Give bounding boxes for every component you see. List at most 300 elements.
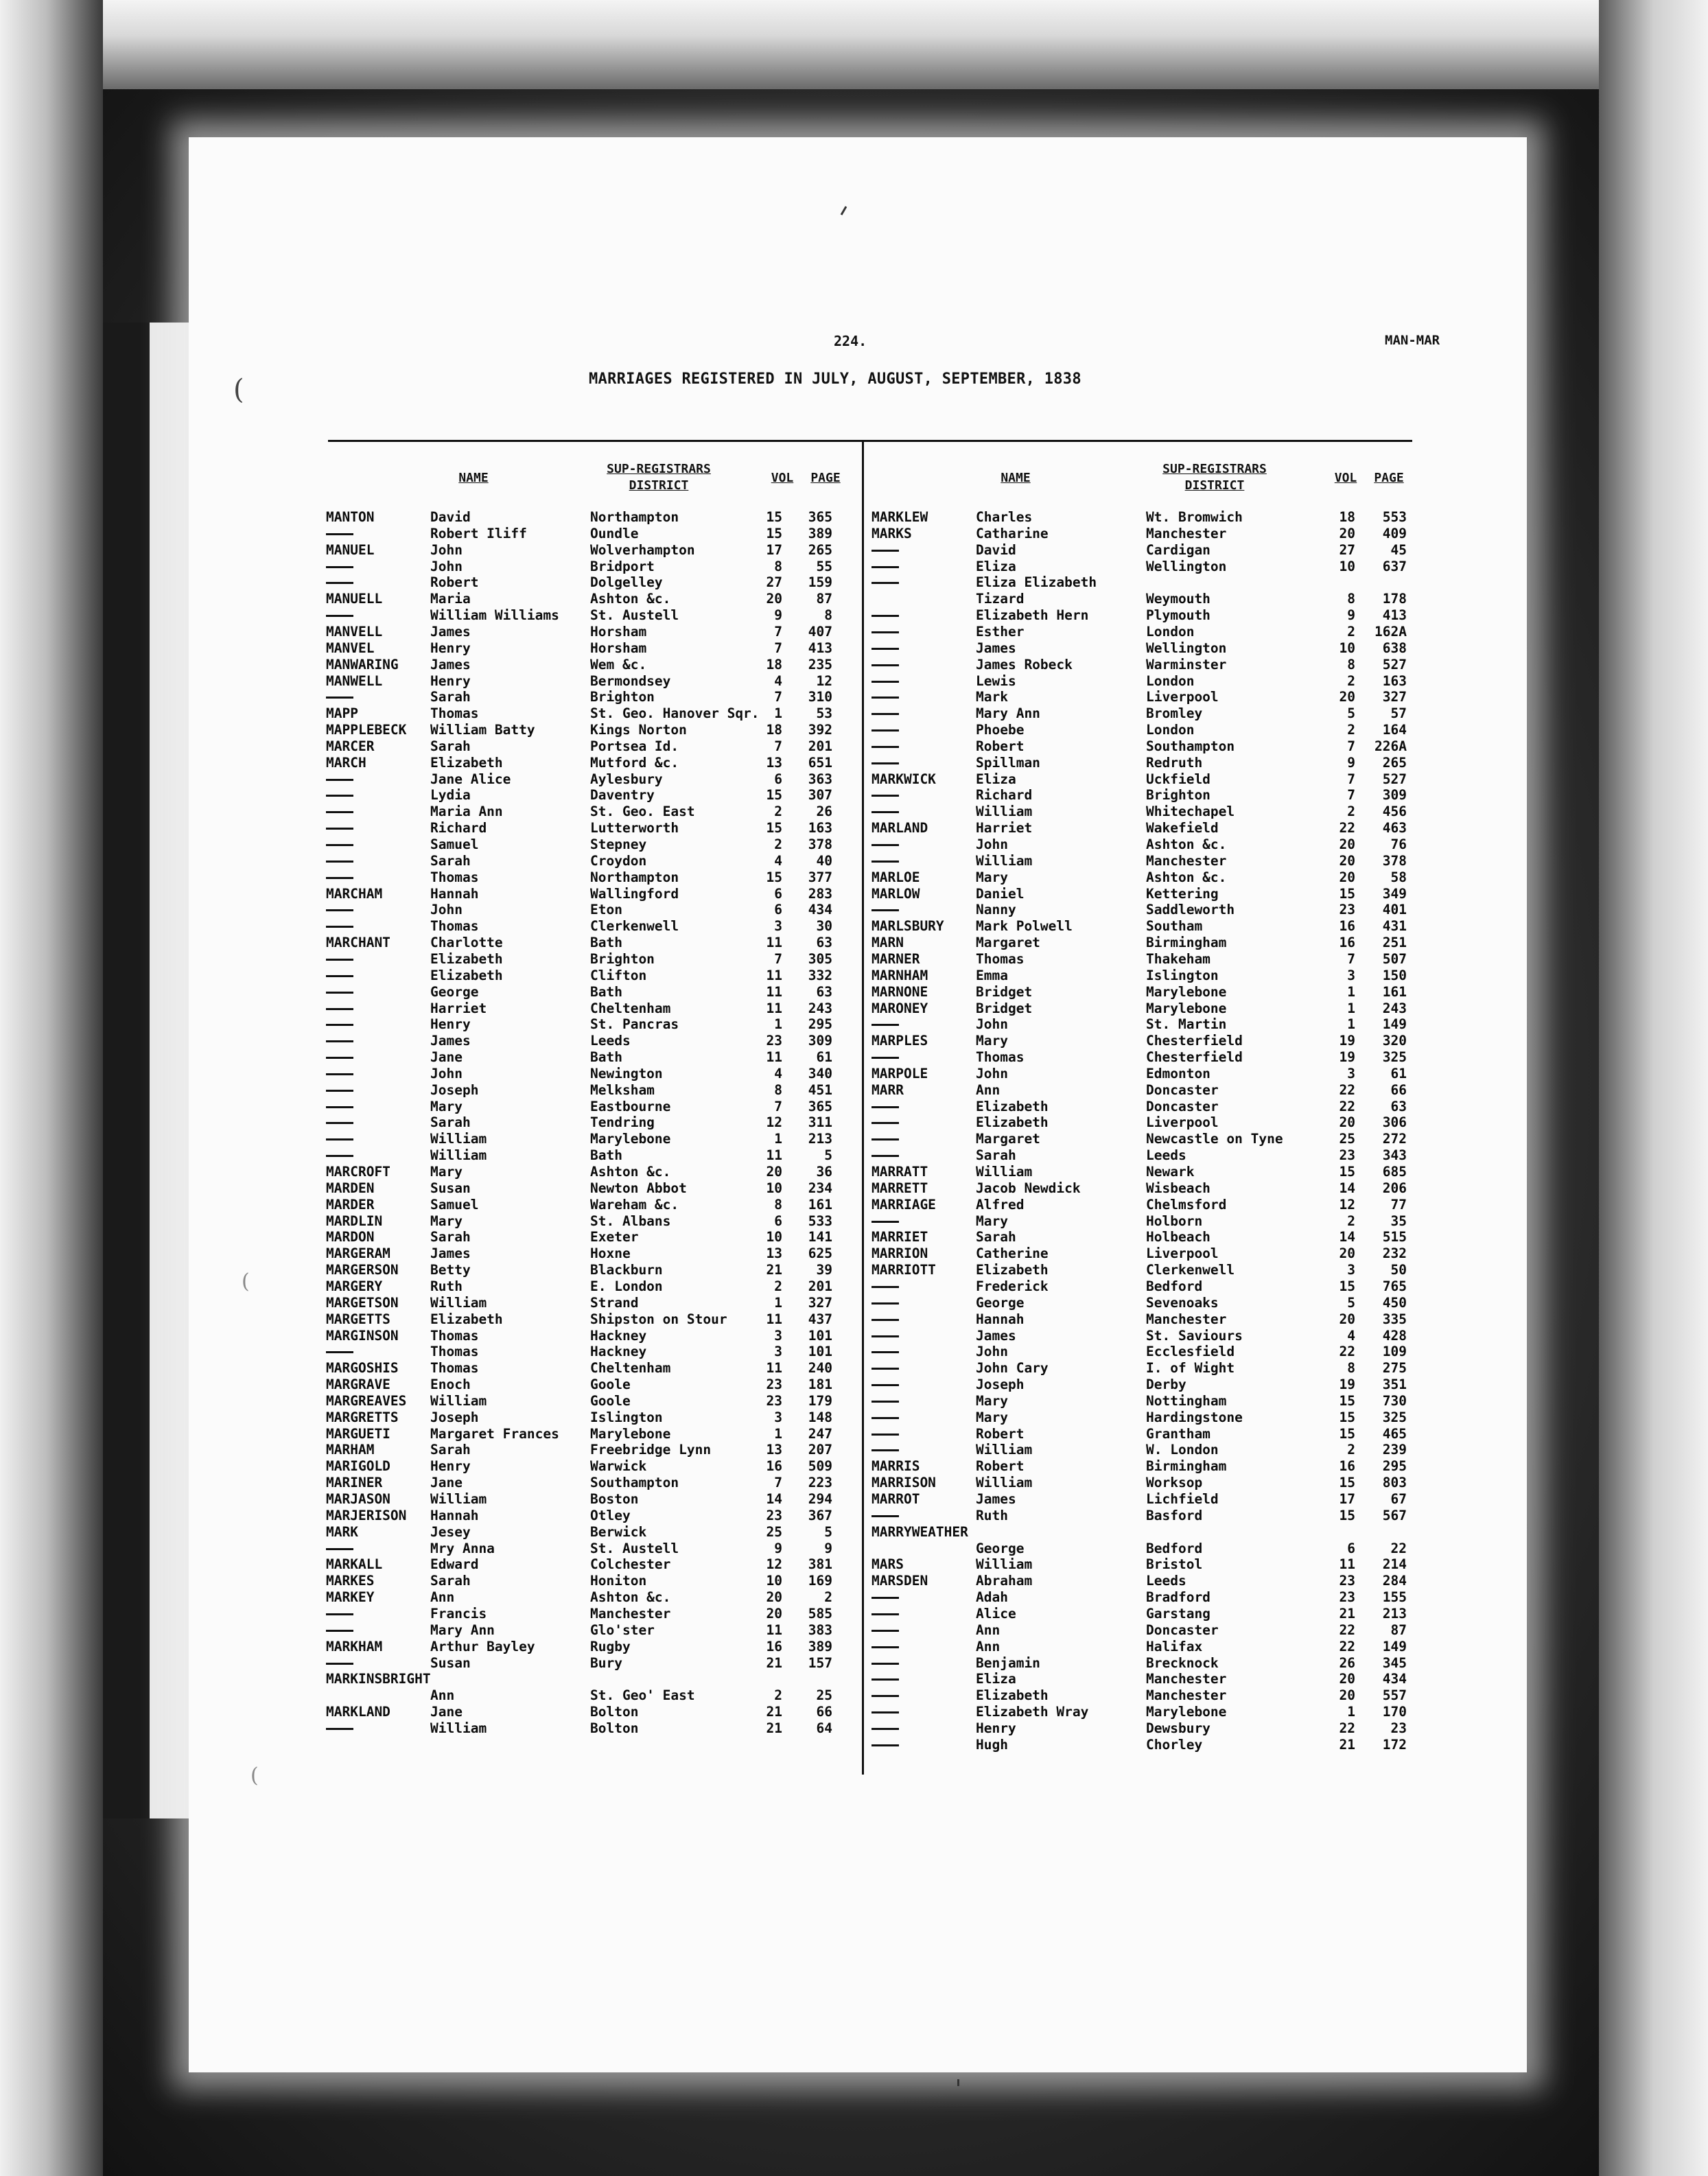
district-cell: Liverpool [1146,689,1219,705]
page-ref-cell: 637 [1382,558,1407,574]
page-ref-cell: 294 [808,1491,832,1507]
page-ref-cell: 150 [1382,967,1407,983]
district-cell: St. Austell [590,607,679,624]
page-ref-cell: 345 [1382,1654,1407,1671]
forename-cell: James [976,1491,1016,1507]
volume-cell: 20 [1339,852,1355,869]
surname-cell [871,1328,899,1344]
district-cell: Rugby [590,1638,631,1654]
surname-cell [871,689,899,705]
page-ref-cell: 25 [816,1687,832,1704]
volume-cell: 25 [766,1523,782,1540]
surname-cell: MARCER [326,738,375,754]
page-ref-cell: 305 [808,950,832,967]
forename-cell: Sarah [430,1442,471,1458]
forename-cell: William [430,1491,487,1507]
volume-cell: 6 [774,885,782,902]
page-ref-cell: 527 [1382,656,1407,672]
page-ref-cell: 343 [1382,1147,1407,1164]
ditto-dash [871,795,899,797]
ditto-dash [326,1613,353,1615]
surname-cell: MARN [871,935,904,951]
ditto-dash [871,1695,899,1697]
forename-cell: George [430,983,479,1000]
surname-cell [871,640,899,656]
forename-cell: Thomas [430,1344,479,1360]
forename-cell: Henry [430,672,471,689]
ditto-dash [871,729,899,732]
surname-cell: MANWARING [326,656,399,672]
surname-cell: MARGRETTS [326,1409,399,1425]
district-cell: Redruth [1146,754,1203,771]
page-ref-cell: 409 [1382,525,1407,541]
page-ref-cell: 284 [1382,1573,1407,1589]
page-column-header: PAGE [810,471,841,485]
volume-cell: 21 [766,1262,782,1278]
forename-cell: Hannah [430,1507,479,1523]
volume-cell: 15 [1339,1507,1355,1523]
page-ref-cell: 247 [808,1425,832,1442]
page-ref-cell: 553 [1382,509,1407,525]
surname-cell: MARGOSHIS [326,1360,399,1377]
scan-edge-top [0,0,1708,89]
district-cell: Portsea Id. [590,738,679,754]
district-cell: Leeds [590,1033,631,1049]
surname-cell: MARJERISON [326,1507,407,1523]
forename-cell: Ann [430,1687,455,1704]
volume-cell: 15 [766,820,782,837]
forename-cell: Ann [976,1081,1001,1098]
page-ref-cell: 214 [1382,1556,1407,1573]
page-ref-cell: 381 [808,1556,832,1573]
forename-cell: Elizabeth [976,1262,1049,1278]
page-ref-cell: 53 [816,705,832,722]
forename-cell: Harriet [430,1000,487,1016]
volume-cell: 8 [1347,1360,1355,1377]
ditto-dash [871,1335,899,1337]
district-cell: Goole [590,1392,631,1409]
surname-cell [326,1541,353,1556]
forename-cell: William [976,852,1033,869]
ditto-dash [871,1744,899,1746]
volume-cell: 10 [1339,558,1355,574]
page-ref-cell: 327 [1382,689,1407,705]
volume-cell: 15 [1339,1475,1355,1491]
surname-cell: MANVELL [326,623,383,640]
page-ref-cell: 401 [1382,902,1407,918]
page-ref-cell: 163 [808,820,832,837]
volume-cell: 20 [1339,525,1355,541]
district-cell: Northampton [590,509,679,525]
surname-cell: MARK [326,1523,358,1540]
district-cell: Ashton &c. [590,1589,671,1606]
forename-cell: Thomas [976,950,1025,967]
district-cell: Glo'ster [590,1622,655,1638]
page-ref-cell: 26 [816,804,832,820]
forename-cell: Joseph [430,1409,479,1425]
district-cell: Blackburn [590,1262,663,1278]
volume-cell: 18 [1339,509,1355,525]
volume-cell: 6 [774,902,782,918]
volume-cell: 18 [766,656,782,672]
ditto-dash [871,1384,899,1386]
surname-cell: MARKLAND [326,1704,390,1720]
page-ref-cell: 181 [808,1377,832,1393]
forename-cell: Susan [430,1654,471,1671]
district-cell: Bath [590,983,622,1000]
surname-cell [871,853,899,869]
forename-cell: Elizabeth [430,1311,503,1327]
forename-cell: Catharine [976,525,1049,541]
surname-cell: MARGRAVE [326,1377,390,1393]
forename-cell: Spillman [976,754,1040,771]
surname-cell: MARKS [871,525,912,541]
volume-cell: 1 [774,705,782,722]
ditto-dash [326,1040,353,1042]
page-ref-cell: 392 [808,722,832,738]
district-cell: London [1146,722,1195,738]
district-cell: Bury [590,1654,622,1671]
volume-cell: 7 [774,689,782,705]
volume-cell: 20 [766,1589,782,1606]
page-ref-cell: 407 [808,623,832,640]
volume-cell: 2 [1347,672,1355,689]
ditto-dash [326,1548,353,1550]
ditto-dash [326,1008,353,1010]
volume-cell: 1 [774,1131,782,1147]
district-cell: Edmonton [1146,1065,1210,1081]
forename-cell: Ann [976,1622,1001,1638]
surname-cell [871,1622,899,1638]
district-cell: Kings Norton [590,722,687,738]
surname-cell [871,902,899,917]
volume-cell: 10 [766,1573,782,1589]
ditto-dash [326,566,353,568]
page-ref-cell: 351 [1382,1377,1407,1393]
page-ref-cell: 437 [808,1311,832,1327]
forename-cell: David [430,509,471,525]
volume-cell: 11 [766,935,782,951]
stray-mark [957,2079,959,2086]
surname-cell [871,624,899,640]
district-cell: Bath [590,935,622,951]
ditto-dash [871,746,899,748]
page-ref-cell: 5 [824,1523,832,1540]
ditto-dash [871,1302,899,1305]
page-ref-cell: 223 [808,1475,832,1491]
district-cell: Hoxne [590,1245,631,1262]
district-cell: Bradford [1146,1589,1210,1606]
volume-cell: 21 [766,1704,782,1720]
forename-cell: Arthur Bayley [430,1638,535,1654]
surname-cell: MARNONE [871,983,928,1000]
district-cell: Marylebone [1146,983,1227,1000]
forename-cell: Mary [976,1392,1008,1409]
page-ref-cell: 240 [808,1360,832,1377]
page-ref-cell: 450 [1382,1294,1407,1311]
punch-hole-mark: ( [250,1764,259,1788]
volume-cell: 15 [766,525,782,541]
ditto-dash [326,959,353,961]
page-ref-cell: 275 [1382,1360,1407,1377]
forename-cell: Elizabeth Wray [976,1704,1089,1720]
page-ref-cell: 159 [808,574,832,591]
page-ref-cell: 8 [824,607,832,624]
ditto-dash [871,1286,899,1288]
surname-cell: MARDON [326,1229,375,1245]
ditto-dash [326,861,353,863]
ditto-dash [326,1057,353,1059]
forename-cell: Abraham [976,1573,1033,1589]
district-cell: Bridport [590,558,655,574]
ditto-dash [871,1711,899,1713]
district-cell: Manchester [1146,1311,1227,1327]
forename-cell: Joseph [430,1081,479,1098]
page-ref-cell: 9 [824,1540,832,1556]
forename-cell: William Williams [430,607,559,624]
surname-cell [326,526,353,541]
page-ref-cell: 367 [808,1507,832,1523]
ditto-dash [871,1368,899,1370]
volume-cell: 21 [1339,1605,1355,1622]
page-ref-cell: 66 [816,1704,832,1720]
forename-cell: Samuel [430,837,479,852]
page-ref-cell: 109 [1382,1344,1407,1360]
page-ref-cell: 428 [1382,1327,1407,1344]
surname-cell [871,1393,899,1409]
volume-cell: 20 [1339,1311,1355,1327]
surname-cell: MARKES [326,1573,375,1589]
ditto-dash [326,926,353,928]
forename-cell: John [976,1016,1008,1033]
name-column-header: NAME [1001,471,1031,485]
forename-cell: Elizabeth [430,967,503,983]
page-ref-cell: 170 [1382,1704,1407,1720]
ditto-dash [871,582,899,584]
forename-cell: Alice [976,1605,1016,1622]
forename-cell: James [430,1245,471,1262]
ditto-dash [326,877,353,879]
forename-cell: Charlotte [430,935,503,951]
volume-cell: 26 [1339,1654,1355,1671]
page-ref-cell: 66 [1390,1081,1407,1098]
page-ref-cell: 149 [1382,1638,1407,1654]
district-cell: Brighton [590,950,655,967]
forename-cell: George [976,1540,1025,1556]
volume-cell: 14 [1339,1180,1355,1196]
surname-cell: MARJASON [326,1491,390,1507]
surname-cell [871,1213,899,1229]
district-cell: Worksop [1146,1475,1203,1491]
forename-cell: David [976,541,1016,558]
page-ref-cell: 295 [808,1016,832,1033]
district-cell: Oundle [590,525,639,541]
volume-cell: 23 [766,1033,782,1049]
surname-cell: MARSDEN [871,1573,928,1589]
page-ref-cell: 36 [816,1164,832,1180]
forename-cell: Harriet [976,820,1033,837]
page-ref-cell: 67 [1390,1491,1407,1507]
district-cell: Ashton &c. [1146,869,1227,885]
forename-cell: Eliza [976,1671,1016,1687]
surname-cell: MANWELL [326,672,383,689]
surname-cell [871,1737,899,1753]
forename-cell: Esther [976,623,1025,640]
page-ref-cell: 232 [1382,1245,1407,1262]
district-cell: Marylebone [1146,1000,1227,1016]
volume-cell: 22 [1339,1638,1355,1654]
page-ref-cell: 378 [1382,852,1407,869]
ditto-dash [871,909,899,911]
forename-cell: John [430,541,463,558]
page-ref-cell: 557 [1382,1687,1407,1704]
forename-cell: Susan [430,1180,471,1196]
forename-cell: Tizard [976,591,1025,607]
district-cell: Clifton [590,967,647,983]
ditto-dash [871,1138,899,1140]
page-ref-cell: 239 [1382,1442,1407,1458]
volume-cell: 23 [766,1507,782,1523]
district-cell: Strand [590,1294,639,1311]
forename-cell: William [976,1556,1033,1573]
page-ref-cell: 179 [808,1392,832,1409]
volume-cell: 22 [1339,1344,1355,1360]
page-ref-cell: 243 [808,1000,832,1016]
district-cell: Manchester [1146,1687,1227,1704]
surname-cell: MARGINSON [326,1327,399,1344]
forename-cell: James [430,623,471,640]
district-cell: Doncaster [1146,1622,1219,1638]
forename-cell: Hannah [976,1311,1025,1327]
page-ref-cell: 22 [1390,1540,1407,1556]
district-cell: Cheltenham [590,1360,671,1377]
surname-cell [871,1147,899,1163]
forename-cell: Mary [976,1033,1008,1049]
volume-cell: 17 [766,541,782,558]
ditto-dash [871,1597,899,1599]
page-ref-cell: 283 [808,885,832,902]
forename-cell: Maria [430,591,471,607]
surname-cell: MARKLEW [871,509,928,525]
district-cell: Aylesbury [590,771,663,787]
surname-cell [871,738,899,754]
ditto-dash [326,1138,353,1140]
ditto-dash [871,1221,899,1223]
district-cell: Bristol [1146,1556,1203,1573]
surname-cell: MAPPLEBECK [326,722,407,738]
page-ref-cell: 155 [1382,1589,1407,1606]
ditto-dash [326,795,353,797]
district-cell: Wisbeach [1146,1180,1210,1196]
volume-cell: 15 [1339,1278,1355,1294]
page-ref-cell: 365 [808,1098,832,1114]
volume-cell: 20 [1339,1245,1355,1262]
page-ref-cell: 332 [808,967,832,983]
district-cell: Leeds [1146,1573,1186,1589]
surname-cell [871,1114,899,1130]
volume-cell: 21 [766,1720,782,1736]
volume-cell: 2 [774,837,782,852]
district-cell: Doncaster [1146,1098,1219,1114]
forename-cell: Adah [976,1589,1008,1606]
surname-cell: MARLAND [871,820,928,837]
forename-cell: Edward [430,1556,479,1573]
district-cell: Liverpool [1146,1114,1219,1131]
district-cell: Bedford [1146,1278,1203,1294]
page-ref-cell: 61 [816,1049,832,1066]
district-cell: W. London [1146,1442,1219,1458]
page-ref-cell: 164 [1382,722,1407,738]
volume-cell: 21 [766,1654,782,1671]
surname-cell [871,722,899,738]
forename-cell: Eliza Elizabeth [976,574,1097,591]
page-ref-cell: 434 [808,902,832,918]
forename-cell: Sarah [976,1147,1016,1164]
district-cell: Warwick [590,1458,647,1475]
volume-cell: 20 [766,591,782,607]
surname-cell: MARRIS [871,1458,920,1475]
page-ref-cell: 527 [1382,771,1407,787]
ditto-dash [326,1351,353,1353]
forename-cell: Elizabeth [976,1114,1049,1131]
volume-cell: 8 [1347,656,1355,672]
district-cell: St. Albans [590,1213,671,1229]
forename-cell: James [976,1327,1016,1344]
surname-cell: MARRIET [871,1229,928,1245]
volume-cell: 3 [1347,1262,1355,1278]
volume-cell: 1 [774,1425,782,1442]
surname-cell [326,1622,353,1638]
page-ref-cell: 149 [1382,1016,1407,1033]
district-cell: Exeter [590,1229,639,1245]
ditto-dash [326,697,353,699]
district-cell: Boston [590,1491,639,1507]
forename-cell: Margaret [976,935,1040,951]
forename-cell: Mary [430,1098,463,1114]
volume-cell: 15 [766,509,782,525]
surname-cell [871,1049,899,1065]
forename-cell: Thomas [430,918,479,935]
ditto-dash [871,1122,899,1124]
forename-cell: Jesey [430,1523,471,1540]
ditto-dash [326,1630,353,1632]
volume-cell: 12 [766,1114,782,1131]
page-ref-cell: 178 [1382,591,1407,607]
district-cell: St. Austell [590,1540,679,1556]
forename-cell: Sarah [430,852,471,869]
ditto-dash [871,1515,899,1517]
page-ref-cell: 5 [824,1147,832,1164]
forename-cell: James [976,640,1016,656]
page-ref-cell: 162A [1374,623,1407,640]
volume-cell: 7 [774,738,782,754]
page-ref-cell: 365 [808,509,832,525]
surname-cell [871,1278,899,1294]
volume-cell: 2 [774,1278,782,1294]
surname-cell [871,1655,899,1671]
ditto-dash [871,861,899,863]
forename-cell: Enoch [430,1377,471,1393]
surname-cell [326,1001,353,1016]
forename-cell: Hugh [976,1736,1008,1753]
page-ref-cell: 61 [1390,1065,1407,1081]
ditto-dash [326,1073,353,1075]
forename-cell: Jane [430,1704,463,1720]
ditto-dash [871,1106,899,1108]
surname-cell: MANVEL [326,640,375,656]
ditto-dash [326,1663,353,1665]
volume-cell: 20 [1339,869,1355,885]
